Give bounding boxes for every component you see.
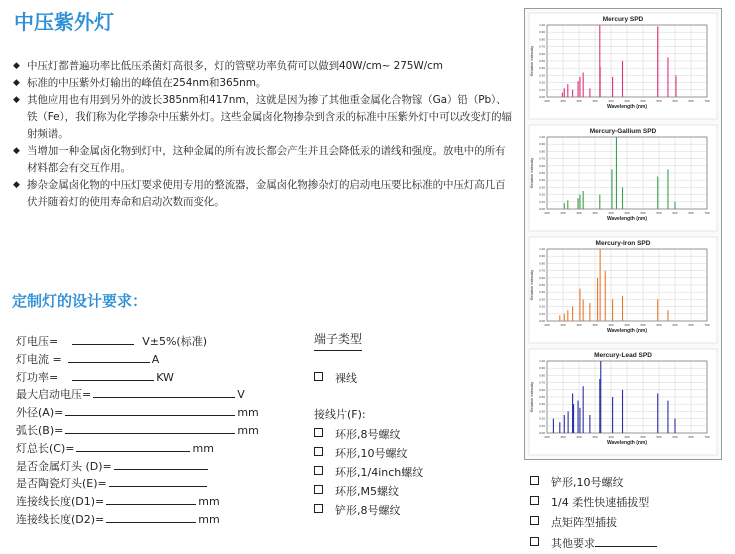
y-tick-label: 0.70 (539, 156, 545, 161)
y-tick-label: 0.80 (539, 373, 545, 378)
diamond-bullet-icon: ◆ (13, 95, 20, 105)
y-tick-label: 0.50 (539, 283, 545, 287)
y-tick-label: 0.00 (539, 431, 545, 435)
x-tick-label: 650 (688, 323, 694, 327)
x-axis-label: Wavelength (nm) (606, 216, 648, 222)
y-tick-label: 0.90 (539, 366, 545, 371)
x-tick-label: 700 (704, 323, 710, 327)
y-tick-label: 0.60 (539, 51, 545, 56)
req-total-length: 灯总长(C)= mm (16, 439, 306, 457)
lead-length-d2-field[interactable] (106, 510, 196, 523)
option-lug-4[interactable]: 环形,M5螺纹 (314, 483, 399, 499)
y-tick-label: 0.80 (539, 37, 545, 42)
terminal-options (314, 330, 514, 517)
x-tick-label: 350 (592, 323, 598, 327)
x-tick-label: 550 (656, 99, 662, 103)
x-tick-label: 450 (624, 323, 630, 327)
y-tick-label: 1.00 (539, 135, 545, 139)
x-tick-label: 550 (656, 323, 662, 327)
x-tick-label: 650 (688, 211, 694, 215)
y-tick-label: 0.20 (539, 416, 545, 421)
x-tick-label: 300 (576, 323, 582, 327)
x-tick-label: 450 (624, 435, 630, 439)
y-tick-label: 0.20 (539, 304, 545, 309)
y-tick-label: 0.50 (539, 59, 545, 63)
chart-title: Mercury-Gallium SPD (589, 128, 657, 135)
metal-cap-field[interactable] (114, 457, 208, 470)
x-tick-label: 600 (672, 435, 678, 439)
y-tick-label: 0.90 (539, 30, 545, 35)
chart-title: Mercury-Iron SPD (595, 240, 651, 247)
x-tick-label: 700 (704, 435, 710, 439)
y-tick-label: 1.00 (539, 247, 545, 251)
other-requirements-field[interactable] (595, 534, 657, 547)
x-tick-label: 200 (544, 99, 550, 103)
y-tick-label: 0.70 (539, 44, 545, 49)
y-tick-label: 0.30 (539, 409, 545, 414)
x-tick-label: 550 (656, 435, 662, 439)
x-tick-label: 500 (640, 99, 646, 103)
spd-chart-panel (524, 8, 722, 460)
lamp-voltage-field[interactable] (72, 332, 134, 345)
feature-item: ◆ 其他应用也有用到另外的波长385nm和417nm，这就是因为掺了其他重金属化合物镓（Ga）铅（Pb）、铁（Fe），我们称为化学掺杂中压紫外灯。这些金属卤化物掺杂到含汞的标准中压紫外灯中可以改变灯的辐射频谱。 (13, 94, 512, 140)
section-title: 定制灯的设计要求： (12, 292, 148, 310)
y-tick-label: 0.80 (539, 261, 545, 266)
y-tick-label: 0.00 (539, 207, 545, 211)
x-tick-label: 700 (704, 211, 710, 215)
x-tick-label: 500 (640, 211, 646, 215)
option-bare-wire[interactable]: 裸线 (314, 370, 357, 386)
y-tick-label: 0.20 (539, 80, 545, 85)
y-tick-label: 0.40 (539, 66, 545, 71)
x-tick-label: 650 (688, 99, 694, 103)
y-tick-label: 0.40 (539, 178, 545, 183)
y-tick-label: 0.40 (539, 402, 545, 407)
y-tick-label: 0.30 (539, 185, 545, 190)
checkbox-icon[interactable] (314, 485, 323, 494)
x-tick-label: 250 (560, 435, 566, 439)
diamond-bullet-icon: ◆ (13, 146, 20, 156)
checkbox-icon[interactable] (314, 428, 323, 437)
y-axis-label: Relative Intensity (529, 45, 534, 77)
y-tick-label: 0.90 (539, 142, 545, 147)
page-title: 中压紫外灯 (14, 10, 114, 34)
x-tick-label: 500 (640, 323, 646, 327)
x-tick-label: 300 (576, 211, 582, 215)
x-tick-label: 500 (640, 435, 646, 439)
x-tick-label: 250 (560, 99, 566, 103)
req-max-start-voltage: 最大启动电压= V (16, 385, 306, 403)
req-lead-length-d2: 连接线长度(D2)= mm (16, 510, 306, 528)
chart-title: Mercury SPD (602, 16, 644, 23)
req-outer-diameter: 外径(A)= mm (16, 403, 306, 421)
x-tick-label: 400 (608, 435, 614, 439)
x-tick-label: 450 (624, 99, 630, 103)
req-arc-length: 弧长(B)= mm (16, 421, 306, 439)
total-length-field[interactable] (76, 439, 190, 452)
option-lug-5[interactable]: 铲形,8号螺纹 (314, 502, 401, 518)
y-axis-label: Relative Intensity (529, 381, 534, 413)
y-tick-label: 1.00 (539, 23, 545, 27)
x-tick-label: 300 (576, 99, 582, 103)
x-tick-label: 600 (672, 211, 678, 215)
chart-title: Mercury-Lead SPD (594, 352, 652, 359)
arc-length-field[interactable] (65, 421, 235, 434)
x-tick-label: 300 (576, 435, 582, 439)
option-quick-connect[interactable]: 1/4 柔性快速插拔型 (530, 494, 730, 514)
y-tick-label: 0.10 (539, 199, 545, 204)
ceramic-cap-field[interactable] (109, 474, 207, 487)
y-tick-label: 0.60 (539, 275, 545, 280)
y-tick-label: 0.90 (539, 254, 545, 259)
checkbox-icon[interactable] (314, 504, 323, 513)
x-tick-label: 600 (672, 99, 678, 103)
y-tick-label: 0.50 (539, 395, 545, 399)
x-tick-label: 600 (672, 323, 678, 327)
y-tick-label: 0.30 (539, 297, 545, 302)
x-tick-label: 700 (704, 99, 710, 103)
option-spade-10[interactable]: 铲形,10号螺纹 (530, 474, 730, 494)
diamond-bullet-icon: ◆ (13, 180, 20, 190)
feature-item: ◆ 中压灯都普遍功率比低压杀菌灯高很多，灯的管壁功率负荷可以做到40W/cm~ 275W/cm (12, 58, 512, 75)
y-tick-label: 0.70 (539, 380, 545, 385)
checkbox-icon[interactable] (314, 447, 323, 456)
option-dot-matrix[interactable]: 点矩阵型插拔 (530, 514, 730, 534)
requirements-form (16, 332, 306, 528)
outer-diameter-field[interactable] (65, 403, 235, 416)
feature-item: ◆ 当增加一种金属卤化物到灯中，这种金属的所有波长都会产生并且会降低汞的谱线和强度。放电中的所有材料都会有交互作用。 (13, 145, 506, 174)
req-lamp-power: 灯功率= KW (16, 368, 306, 386)
max-start-voltage-field[interactable] (93, 385, 235, 398)
x-tick-label: 250 (560, 211, 566, 215)
checkbox-icon[interactable] (530, 496, 539, 505)
option-lug-3[interactable]: 环形,1/4inch螺纹 (314, 464, 423, 480)
lamp-current-field[interactable] (68, 350, 150, 363)
y-tick-label: 1.00 (539, 359, 545, 363)
y-tick-label: 0.10 (539, 311, 545, 316)
feature-list (12, 58, 512, 211)
y-tick-label: 0.50 (539, 171, 545, 175)
y-tick-label: 0.70 (539, 268, 545, 273)
x-tick-label: 450 (624, 211, 630, 215)
y-tick-label: 0.20 (539, 192, 545, 197)
x-tick-label: 200 (544, 211, 550, 215)
x-tick-label: 350 (592, 99, 598, 103)
x-tick-label: 550 (656, 211, 662, 215)
spd-charts (525, 9, 721, 459)
y-tick-label: 0.10 (539, 423, 545, 428)
x-axis-label: Wavelength (nm) (606, 104, 648, 110)
checkbox-icon[interactable] (314, 466, 323, 475)
req-lamp-current: 灯电流 = A (16, 350, 306, 368)
y-tick-label: 0.40 (539, 290, 545, 295)
y-tick-label: 0.80 (539, 149, 545, 154)
y-tick-label: 0.10 (539, 87, 545, 92)
req-ceramic-cap: 是否陶瓷灯头(E)= (16, 474, 306, 492)
req-lead-length-d1: 连接线长度(D1)= mm (16, 492, 306, 510)
x-tick-label: 400 (608, 99, 614, 103)
x-axis-label: Wavelength (nm) (606, 328, 648, 334)
y-tick-label: 0.60 (539, 163, 545, 168)
req-lamp-voltage: 灯电压= V±5%(标准) (16, 332, 306, 350)
x-axis-label: Wavelength (nm) (606, 440, 648, 446)
y-axis-label: Relative Intensity (529, 269, 534, 301)
y-tick-label: 0.00 (539, 319, 545, 323)
x-tick-label: 200 (544, 323, 550, 327)
x-tick-label: 350 (592, 435, 598, 439)
checkbox-icon[interactable] (314, 372, 323, 381)
option-lug-2[interactable]: 环形,10号螺纹 (314, 445, 408, 461)
feature-item: ◆ 标准的中压紫外灯输出的峰值在254nm和365nm。 (12, 75, 512, 92)
y-tick-label: 0.30 (539, 73, 545, 78)
x-tick-label: 650 (688, 435, 694, 439)
terminal-title: 端子类型 (314, 330, 362, 351)
checkbox-icon[interactable] (530, 476, 539, 485)
terminal-options-more (530, 474, 730, 554)
req-metal-cap: 是否金属灯头 (D)= (16, 457, 306, 475)
y-tick-label: 0.60 (539, 387, 545, 392)
x-tick-label: 250 (560, 323, 566, 327)
x-tick-label: 350 (592, 211, 598, 215)
x-tick-label: 400 (608, 211, 614, 215)
feature-item: ◆ 掺杂金属卤化物的中压灯要求使用专用的整流器，金属卤化物掺杂灯的启动电压要比标准的中压灯高几百伏并随着灯的使用寿命和启动次数而变化。 (13, 179, 506, 208)
lead-length-d1-field[interactable] (106, 492, 196, 505)
x-tick-label: 200 (544, 435, 550, 439)
lug-title: 接线片(F): (314, 408, 366, 421)
checkbox-icon[interactable] (530, 516, 539, 525)
y-axis-label: Relative Intensity (529, 157, 534, 189)
diamond-bullet-icon: ◆ (13, 61, 20, 71)
option-lug-1[interactable]: 环形,8号螺纹 (314, 426, 401, 442)
option-other[interactable]: 其他要求 (530, 534, 730, 554)
lamp-power-field[interactable] (72, 368, 154, 381)
y-tick-label: 0.00 (539, 95, 545, 99)
x-tick-label: 400 (608, 323, 614, 327)
diamond-bullet-icon: ◆ (13, 78, 20, 88)
checkbox-icon[interactable] (530, 537, 539, 546)
